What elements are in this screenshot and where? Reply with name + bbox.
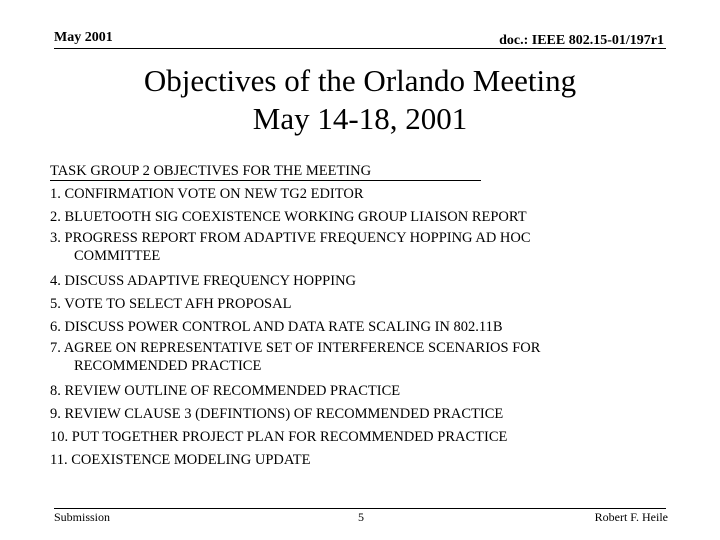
header-doc-id: doc.: IEEE 802.15-01/197r1: [499, 33, 664, 48]
slide-title-line-2: May 14-18, 2001: [252, 101, 468, 136]
list-item: 1. CONFIRMATION VOTE ON NEW TG2 EDITOR: [50, 186, 364, 202]
list-item-line: 3. PROGRESS REPORT FROM ADAPTIVE FREQUENCY HOPPING AD HOC: [50, 230, 531, 246]
header-rule: [54, 48, 666, 49]
list-item: [50, 339, 670, 375]
list-item-continuation: RECOMMENDED PRACTICE: [74, 358, 262, 374]
page-number: 5: [358, 510, 364, 524]
list-item: 8. REVIEW OUTLINE OF RECOMMENDED PRACTICE: [50, 383, 401, 399]
list-item-line: 7. AGREE ON REPRESENTATIVE SET OF INTERFERENCE SCENARIOS FOR: [50, 340, 541, 356]
footer-rule: [54, 508, 666, 509]
list-item: 2. BLUETOOTH SIG COEXISTENCE WORKING GROUP LIAISON REPORT: [50, 209, 527, 225]
footer-author: Robert F. Heile: [594, 510, 668, 524]
list-item: 4. DISCUSS ADAPTIVE FREQUENCY HOPPING: [50, 273, 357, 289]
header-date: May 2001: [54, 30, 113, 45]
slide-title-line-1: Objectives of the Orlando Meeting: [143, 63, 577, 98]
list-item: 5. VOTE TO SELECT AFH PROPOSAL: [50, 296, 292, 312]
objectives-list: [50, 160, 670, 472]
list-item: [50, 229, 670, 265]
list-item: 11. COEXISTENCE MODELING UPDATE: [50, 452, 311, 468]
list-item: 10. PUT TOGETHER PROJECT PLAN FOR RECOMMENDED PRACTICE: [50, 429, 508, 445]
objectives-heading: TASK GROUP 2 OBJECTIVES FOR THE MEETING: [50, 163, 481, 181]
list-item-continuation: COMMITTEE: [74, 248, 161, 264]
footer-submission: Submission: [54, 510, 111, 524]
list-item: 6. DISCUSS POWER CONTROL AND DATA RATE SCALING IN 802.11B: [50, 319, 503, 335]
slide-title: [0, 62, 720, 138]
list-item: 9. REVIEW CLAUSE 3 (DEFINTIONS) OF RECOMMENDED PRACTICE: [50, 406, 504, 422]
